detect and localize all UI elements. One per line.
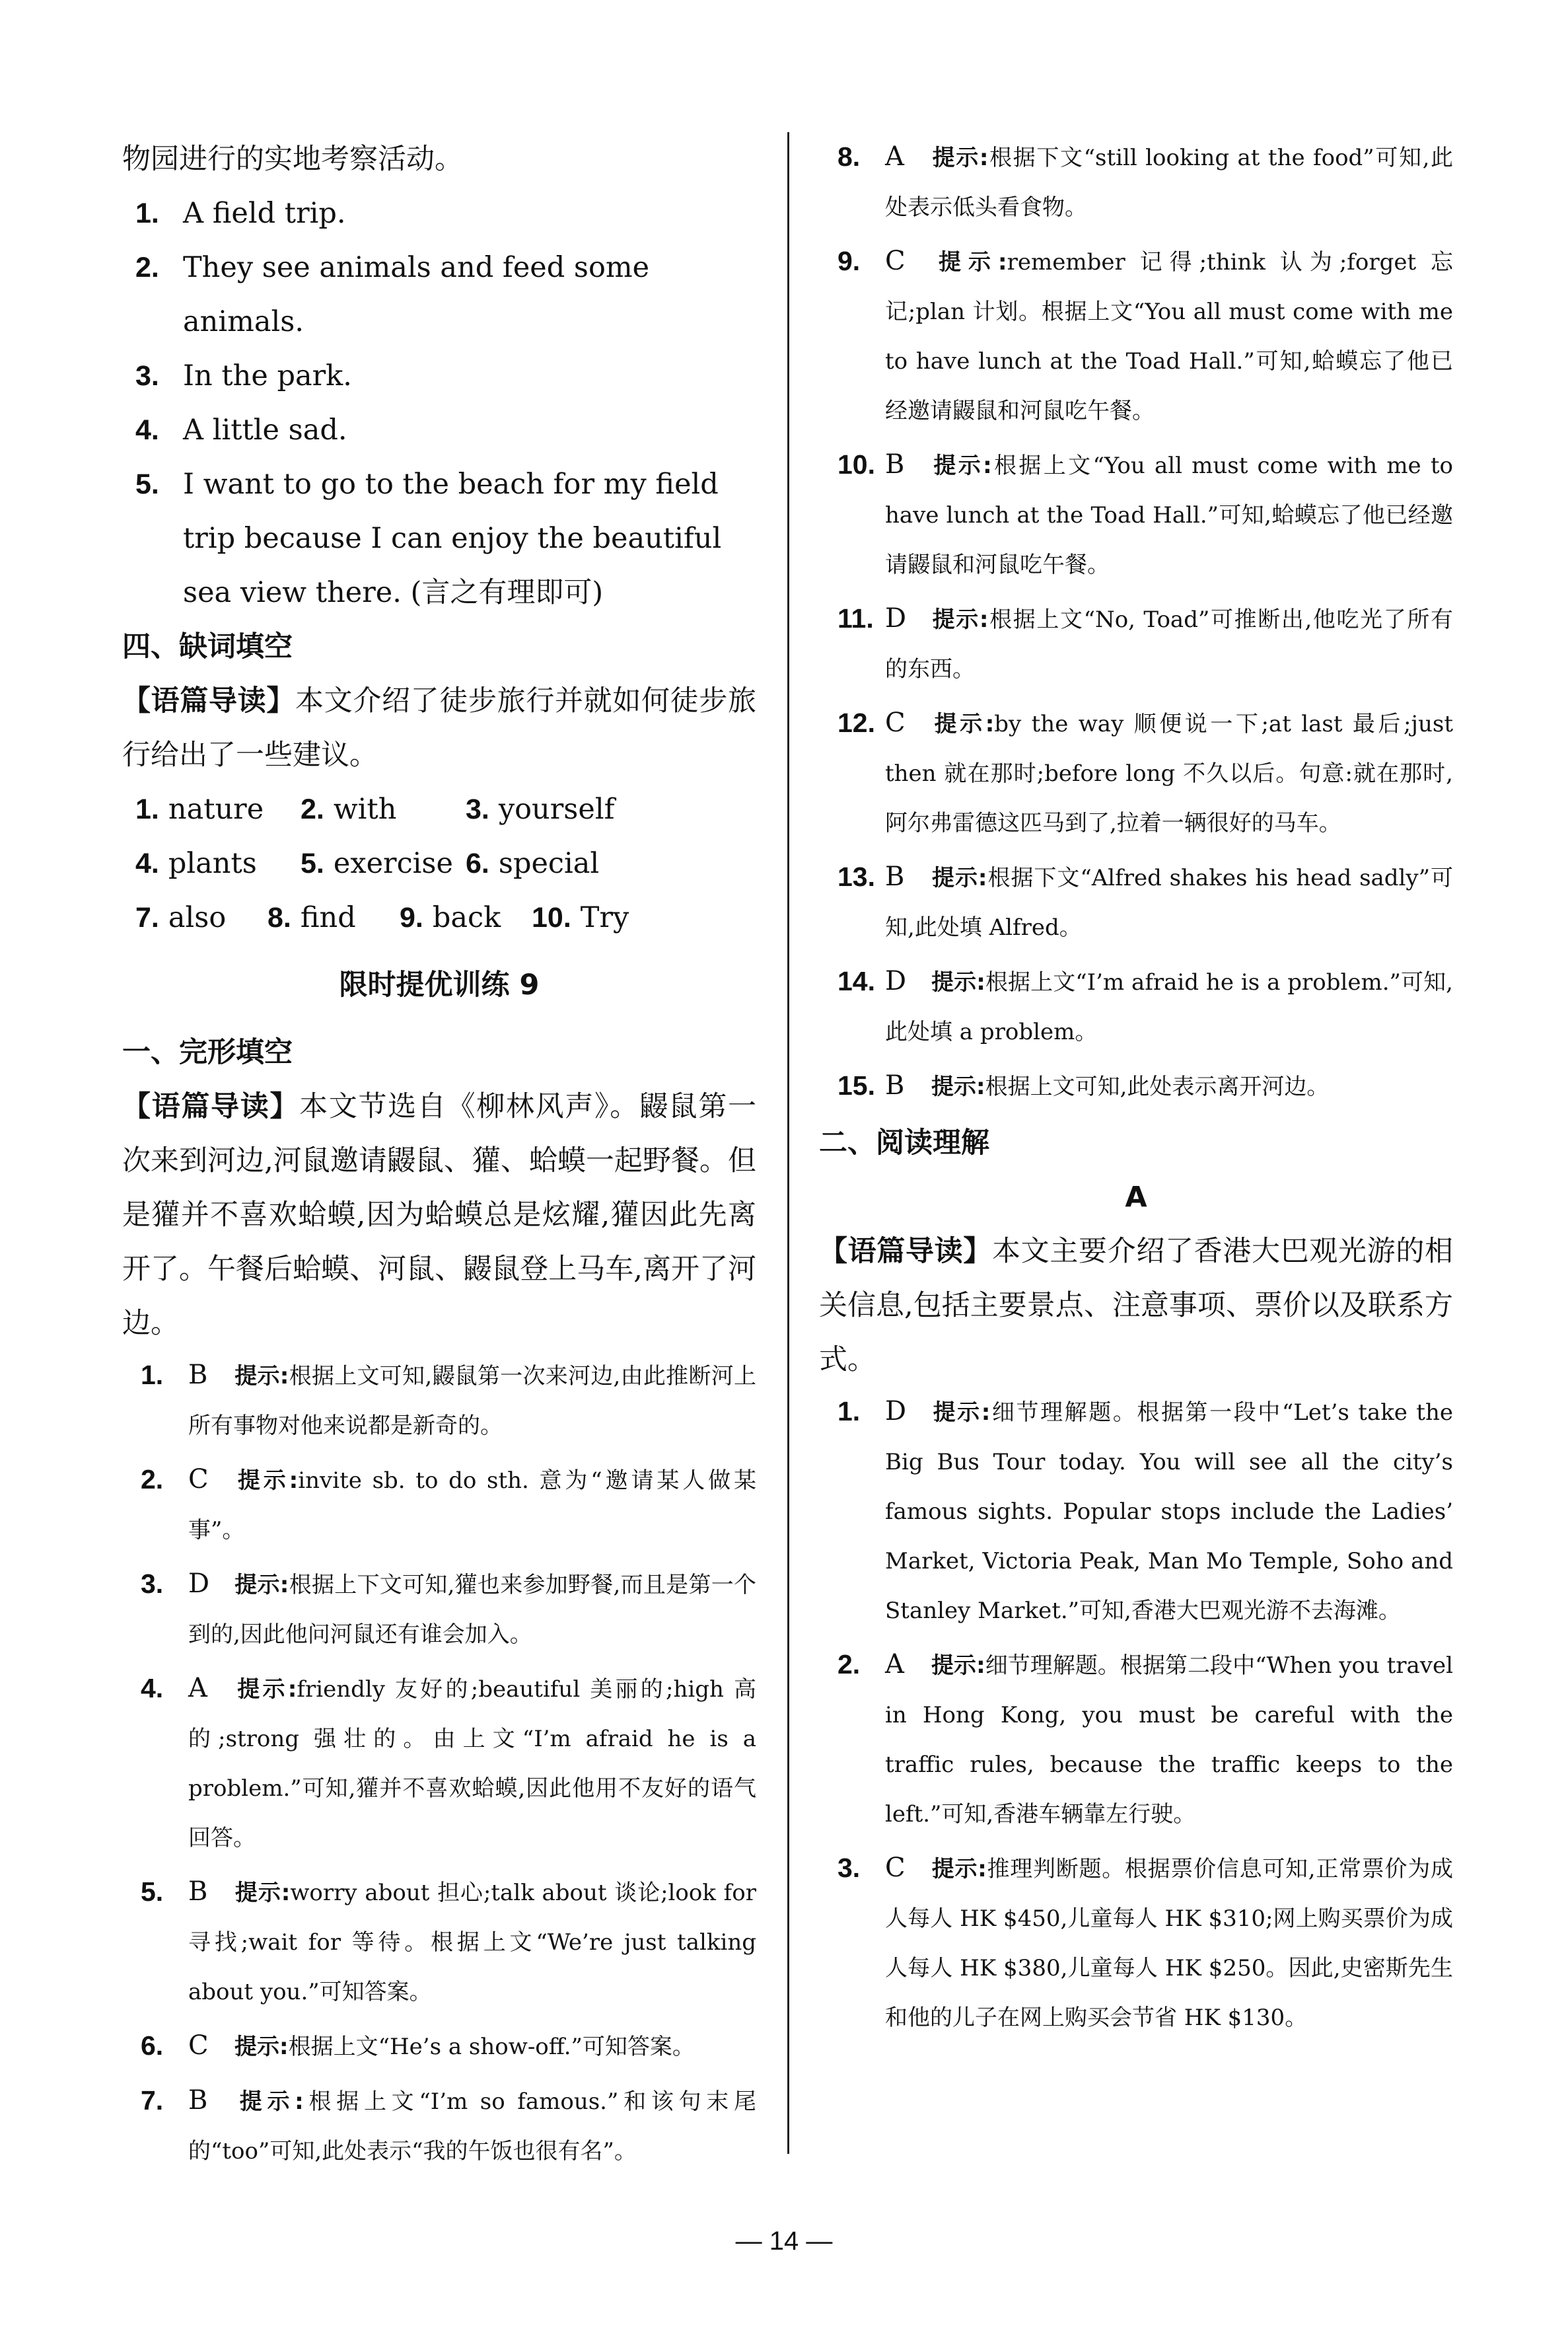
hint-text: 根据下文“Alfred shakes his head sadly”可知,此处填 Alfred。 [885,865,1453,941]
section-4-answers [122,782,756,945]
answer-number: 6. [466,848,489,879]
hint-text: worry about 担心;talk about 谈论;look for 寻找;wait for 等待。根据上文“We’re just talking about you.”可知答案。 [188,1880,756,2005]
answer-cell [135,836,301,891]
answer-cell [135,782,301,836]
answer-number: 11. [837,603,874,634]
answer-number: 9. [837,246,861,276]
intro-tag: 【语篇导读】 [122,684,295,718]
answer-body [837,852,1453,953]
answer-item [122,403,756,457]
answer-text: find [300,901,356,934]
answer-body [141,1350,756,1451]
answer-letter: B [188,1876,208,1907]
answer-cell [301,836,466,891]
answer-number: 8. [267,902,291,934]
answer-item [819,132,1453,233]
answer-item [122,1350,756,1451]
intro-tag: 【语篇导读】 [122,1090,300,1123]
answer-item [819,440,1453,590]
hint-label: 提示: [234,2034,289,2060]
answer-body [837,237,1453,436]
answer-letter: C [885,708,906,738]
answer-number: 1. [141,1360,164,1390]
hint-text: 根据上文可知,此处表示离开河边。 [985,1074,1330,1100]
answer-body [837,132,1453,233]
cloze-answers-right [819,132,1453,1112]
answer-body [837,1061,1453,1112]
answer-number: 7. [141,2085,164,2116]
practice-title: 限时提优训练 9 [339,969,540,1002]
answer-cell [267,891,400,945]
hint-label: 提示: [931,145,989,171]
answer-text: with [333,793,397,826]
column-divider [787,132,789,2154]
answer-item [819,1387,1453,1636]
answer-letter: A [188,1673,207,1703]
answer-letter: C [188,1464,209,1495]
answer-item [122,1455,756,1555]
hint-text: friendly 友好的;beautiful 美丽的;high 高的;strong 强壮的。由上文“I’m afraid he is a problem.”可知,獾并不喜欢蛤蟆,因此他用不友好的语气回答。 [188,1676,756,1851]
page-number: — 14 — [735,2227,833,2256]
answer-text: exercise [333,847,453,880]
answer-number: 10. [837,449,875,480]
answer-number: 2. [837,1649,861,1679]
section-4-heading: 四、缺词填空 [122,630,293,663]
answer-number: 1. [837,1396,861,1426]
answer-letter: A [885,1649,904,1679]
reading-answers [819,1387,1453,2043]
answer-item [122,457,756,620]
intro-text: 本文介绍了徒步旅行并就如何徒步旅行给出了一些建议。 [122,684,756,772]
answer-letter: C [885,1853,906,1883]
intro-text: 本文节选自《柳林风声》。鼹鼠第一次来到河边,河鼠邀请鼹鼠、獾、蛤蟆一起野餐。但是獾并不喜欢蛤蟆,因为蛤蟆总是炫耀,獾因此先离开了。午餐后蛤蟆、河鼠、鼹鼠登上马车,离开了河边。 [122,1090,757,1340]
answer-item [122,1867,756,2017]
answer-body [837,1640,1453,1839]
answer-body [141,2076,756,2176]
hint-text: remember 记得;think 认为;forget 忘记;plan 计划。根据上文“You all must come with me to have lunch at the Toad Hall.”可知,蛤蟆忘了他已经邀请鼹鼠和河鼠吃午餐。 [885,249,1453,424]
answer-number: 14. [837,966,875,996]
answer-body [837,1387,1453,1636]
answer-number: 5. [141,1876,164,1907]
hint-text: 根据上文“I’m afraid he is a problem.”可知,此处填 a problem。 [885,969,1453,1045]
answer-number: 1. [135,198,159,229]
answer-item [819,1843,1453,2043]
answer-item [122,2076,756,2176]
answer-letter: C [188,2030,209,2061]
answer-text: also [168,901,227,934]
answer-item [819,237,1453,436]
answer-item [122,240,756,349]
hint-label: 提示: [931,711,995,737]
answer-letter: B [885,449,905,480]
hint-text: 根据上文“You all must come with me to have lunch at the Toad Hall.”可知,蛤蟆忘了他已经邀请鼹鼠和河鼠吃午餐。 [885,453,1453,578]
hint-label: 提示: [931,607,989,633]
intro-tag: 【语篇导读】 [819,1235,992,1268]
left-column [122,132,756,2180]
hint-label: 提示: [931,1652,985,1679]
hint-label: 提示: [234,1363,289,1389]
answer-item [122,1559,756,1660]
answer-row [122,836,756,891]
answer-body [141,1559,756,1660]
answer-number: 2. [301,793,324,825]
hint-label: 提示: [234,1572,289,1598]
reading-intro [819,1224,1453,1387]
answer-item [122,186,756,240]
answer-text: plants [168,847,257,880]
answer-letter: A [885,141,904,172]
answer-number: 13. [837,862,875,892]
answer-text: They see animals and feed some animals. [183,251,650,338]
answer-text: In the park. [183,359,352,392]
answer-number: 10. [532,902,571,934]
hint-text: 根据下文“still looking at the food”可知,此处表示低头看食物。 [885,145,1453,221]
answer-cell [466,836,631,891]
hint-label: 提示: [931,1074,985,1100]
answer-cell [466,782,631,836]
answer-item [819,594,1453,694]
answer-row [122,782,756,836]
answer-number: 3. [837,1853,861,1883]
hint-label: 提示: [931,969,985,996]
answer-body [837,957,1453,1057]
answer-item [819,852,1453,953]
hint-text: 根据上文“I’m so famous.”和该句末尾的“too”可知,此处表示“我的午饭也很有名”。 [188,2088,756,2164]
answer-letter: B [188,1360,208,1390]
answer-letter: B [885,862,905,892]
answer-text: yourself [498,793,615,826]
hint-label: 提示: [931,453,992,479]
answer-number: 6. [141,2030,164,2061]
answer-cell [532,891,664,945]
hint-text: 根据上文“He’s a show-off.”可知答案。 [288,2034,695,2060]
section-1-heading: 一、完形填空 [122,1036,293,1069]
hint-label: 提示: [234,1880,291,1906]
answer-number: 5. [135,468,159,500]
hint-label: 提示: [234,2088,304,2115]
hint-label: 提示: [931,249,1007,276]
answer-number: 3. [141,1568,164,1599]
answer-number: 8. [837,141,861,172]
answer-item [122,349,756,403]
answer-letter: D [885,966,907,996]
answer-letter: B [188,2085,208,2116]
answer-text: A little sad. [183,414,347,447]
answer-number: 4. [135,414,159,446]
intro-text: 本文主要介绍了香港大巴观光游的相关信息,包括主要景点、注意事项、票价以及联系方式。 [819,1235,1453,1376]
section-2-heading: 二、阅读理解 [819,1126,989,1160]
hint-text: invite sb. to do sth. 意为“邀请某人做某事”。 [188,1467,756,1543]
section-1-intro [122,1080,756,1350]
hint-text: by the way 顺便说一下;at last 最后;just then 就在那时;before long 不久以后。句意:就在那时,阿尔弗雷德这匹马到了,拉着一辆很好的马车。 [885,711,1453,836]
answer-number: 4. [135,848,159,879]
answer-item [122,1664,756,1863]
answer-number: 12. [837,708,875,738]
answer-cell [301,782,466,836]
cloze-answers-left [122,1350,756,2176]
answer-body [837,698,1453,848]
answer-text: back [432,901,501,934]
answer-number: 2. [135,252,159,283]
answer-number: 4. [141,1673,164,1703]
answer-cell [400,891,532,945]
answer-item [819,1061,1453,1112]
answer-number: 7. [135,902,159,934]
answer-letter: D [885,1396,907,1426]
answer-row [122,891,756,945]
hint-label: 提示: [234,1676,297,1703]
answer-number: 3. [466,793,489,825]
answer-body [141,1455,756,1555]
hint-text: 细节理解题。根据第二段中“When you travel in Hong Kong, you must be careful with the traffic rules, because the traffic keeps to the left.”可知,香港车辆靠左行驶。 [885,1652,1453,1827]
answer-number: 9. [400,902,423,934]
answer-text: special [498,847,600,880]
section-4-intro [122,674,756,782]
answer-number: 1. [135,793,159,825]
hint-label: 提示: [234,1467,299,1494]
hint-text: 推理判断题。根据票价信息可知,正常票价为成人每人 HK $450,儿童每人 HK $310;网上购买票价为成人每人 HK $380,儿童每人 HK $250。因此,史密斯先生和他的儿子在网上购买会节省 HK $130。 [885,1856,1453,2031]
answer-text: A field trip. [183,197,346,230]
answer-item [819,1640,1453,1839]
answer-text: Try [580,901,629,934]
hint-text: 根据上文“No, Toad”可推断出,他吃光了所有的东西。 [885,607,1453,683]
hint-label: 提示: [931,1856,987,1882]
answer-item [819,957,1453,1057]
answer-letter: D [188,1568,210,1599]
answer-cell [135,891,267,945]
answer-text: I want to go to the beach for my field trip because I can enjoy the beautiful sea view there. (言之有理即可) [183,468,722,609]
section-3-answers [122,186,756,620]
hint-text: 细节理解题。根据第一段中“Let’s take the Big Bus Tour today. You will see all the city’s famous sights. Popular stops include the Ladies’ Market, Victoria Peak, Man Mo Temple, Soho and Stanley Market.”可知,香港大巴观光游不去海滩。 [885,1399,1453,1624]
answer-text: nature [168,793,264,826]
answer-item [819,698,1453,848]
intro-tail: 物园进行的实地考察活动。 [122,143,463,176]
answer-body [837,594,1453,694]
answer-body [837,440,1453,590]
hint-label: 提示: [931,865,987,891]
answer-letter: C [885,246,906,276]
hint-text: 根据上下文可知,獾也来参加野餐,而且是第一个到的,因此他问河鼠还有谁会加入。 [188,1572,756,1648]
answer-body [141,1867,756,2017]
answer-number: 5. [301,848,324,879]
hint-label: 提示: [931,1399,991,1426]
answer-number: 2. [141,1464,164,1495]
answer-letter: D [885,603,907,634]
answer-body [141,1664,756,1863]
answer-body [141,2021,756,2072]
answer-body [837,1843,1453,2043]
hint-text: 根据上文可知,鼹鼠第一次来河边,由此推断河上所有事物对他来说都是新奇的。 [188,1363,756,1439]
right-column [819,132,1453,2047]
answer-letter: B [885,1070,905,1101]
answer-number: 15. [837,1070,875,1101]
answer-item [122,2021,756,2072]
answer-number: 3. [135,360,159,392]
part-a-label: A [1125,1181,1147,1214]
